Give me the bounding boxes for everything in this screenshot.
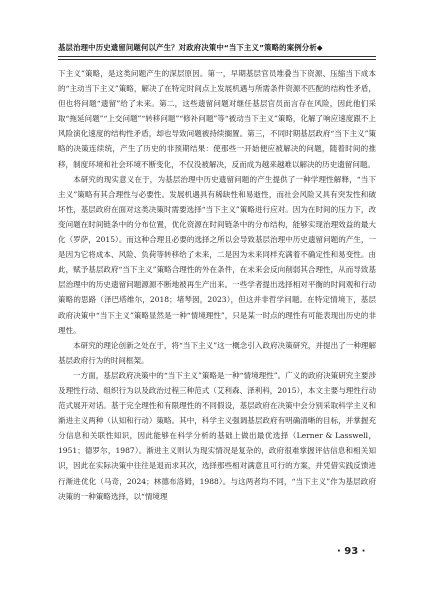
header-rule <box>58 56 376 57</box>
paragraph: 下主义”策略，是这类问题产生的深层原因。第一，早期基层官员堆叠当下资源、压缩当下成本的“主动当下主义”策略，解决了在特定时间点上发展机遇与所需条件资源不匹配的结构性矛盾，但也将问题“遗留”给了未来。第二，这些遗留问题对继任基层官员而言存在风险，因此他们采取“拖延问题”“上交问题”“转移问题”“修补问题”等“被动当下主义”策略，化解了响应速度跟不上风险演化速度的结构性矛盾，却也导致问题被持续搁置。第三，不同时期基层政府“当下主义”策略的决策连续统，产生了历史的非预期结果：使那些一开始便应被解决的问题，随着时间的推移，制度环境和社会环境不断变化，不仅没被解决，反而成为越来越难以解决的历史遗留问题。 <box>58 69 376 169</box>
paragraph: 本研究的现实意义在于，为基层治理中历史遗留问题的产生提供了一种学理性解释，“当下主义”策略有其合理性与必要性。发展机遇具有稀缺性和易逝性，而社会风险又具有突发性和破坏性，基层政府在面对这类决策时需要选择“当下主义”策略进行应对。因为在时间的压力下，改变问题在时间链条中的分布位置，优化资源在时间链条中的分布结构，能够实现治理效益的最大化（罗萨，2015）。而这种合理且必要的选择之所以会导致基层治理中历史遗留问题的产生，一是因为它将成本、风险、负荷等转移给了未来，二是因为未来同样充满着不确定性和易变性。由此，赋予基层政府“当下主义”策略合理性的外在条件，在未来会反向削弱其合理性，从而导致基层治理中的历史遗留问题源源不断地被再生产出来。一些学者提出选择相对平衡的时间观和行动策略的思路（泽巴塔维尔，2018；堵琴囡，2023），但这并非哲学问题。在特定情境下，基层政府决策中“当下主义”策略显然是一种“情境理性”，只是某一时点的理性有可能表现出历史的非理性。 <box>58 174 377 335</box>
paragraph: 本研究的理论创新之处在于，将“当下主义”这一概念引入政府决策研究，并提出了一种理解基层政府行为的时间框架。 <box>58 340 376 365</box>
body-text <box>58 66 376 504</box>
running-header: 基层治理中历史遗留问题何以产生？对政府决策中“当下主义”策略的案例分析◆ <box>58 43 323 52</box>
paragraph: 一方面，基层政府决策中的“当下主义”策略是一种“情境理性”。广义的政府决策研究主要涉及理性行动、组织行为以及政治过程三种范式（艾利森、泽利科，2015），本文主要与理性行动范式展开对话。基于完全理性和有限理性的不同假设，基层政府在决策中会分别采取科学主义和渐进主义两种（认知和行动）策略。其中，科学主义强调基层政府有明确清晰的目标，并掌握充分信息和关联性知识，因此能够在科学分析的基础上做出最优选择（Lerner & Lasswell，1951；德罗尔，1987）。渐进主义则认为现实情况是复杂的，政府很难掌握评估信息和相关知识，因此在实际决策中往往是退而求其次，选择那些相对满意且可行的方案，并凭借实践反馈进行渐进优化（马奇，2024；林德布洛姆，1988）。与这两者均不同，“当下主义”作为基层政府决策的一种策略选择，以“情境理 <box>58 370 376 501</box>
page-number: · 93 · <box>337 546 366 557</box>
header-rule-thin <box>58 59 376 60</box>
